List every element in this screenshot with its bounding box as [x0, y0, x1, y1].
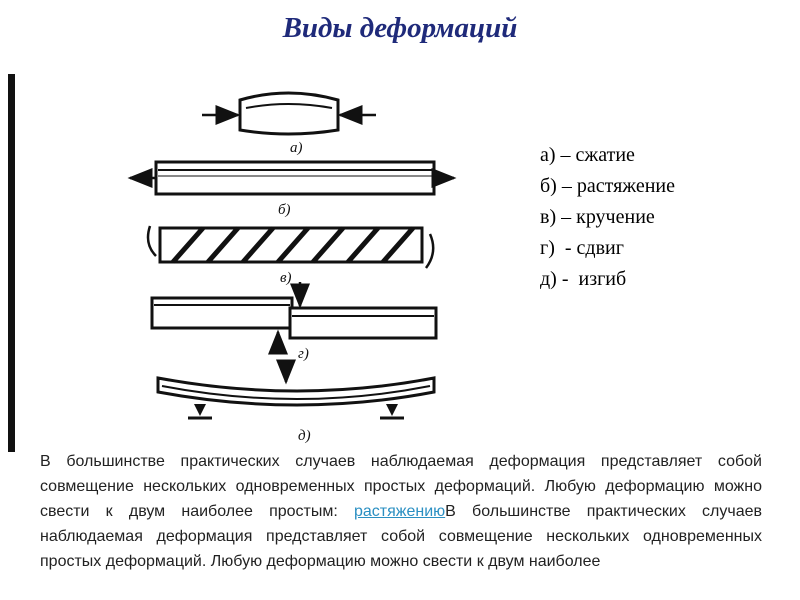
label-g: г) [298, 346, 309, 362]
label-b: б) [278, 202, 291, 218]
legend-item-shear: г) - сдвиг [540, 237, 624, 259]
legend-item-torsion: в) – кручение [540, 206, 655, 228]
tension-link[interactable]: растяжению [354, 503, 446, 520]
legend-item-compression: а) – сжатие [540, 144, 635, 166]
bending-diagram [158, 360, 434, 444]
shear-diagram [152, 282, 436, 362]
label-a: а) [290, 140, 303, 156]
body-paragraph [40, 449, 762, 574]
deformation-legend [540, 140, 675, 295]
slide-title: Виды деформаций [282, 12, 518, 44]
torsion-diagram [148, 226, 433, 286]
paragraph-text-2: В большинстве практических случаев наблюдаемая деформация представляет собой совмещение нескольких одновременных простых деформаций. Любую деформацию можно свести к двум наиболее [40, 503, 763, 570]
tension-diagram [130, 162, 454, 218]
label-d: д) [298, 428, 311, 444]
left-border-bar [8, 74, 15, 452]
compression-diagram [202, 93, 376, 156]
label-v: в) [280, 270, 292, 286]
paragraph-text-1: В большинстве практических случаев наблюдаемая деформация представляет собой совмещение нескольких одновременных простых деформаций. Любую деформацию можно свести к двум наиболее простым: [40, 453, 762, 520]
legend-item-bending: д) - изгиб [540, 268, 627, 290]
legend-item-tension: б) – растяжение [540, 175, 675, 197]
deformation-illustration [118, 86, 458, 456]
